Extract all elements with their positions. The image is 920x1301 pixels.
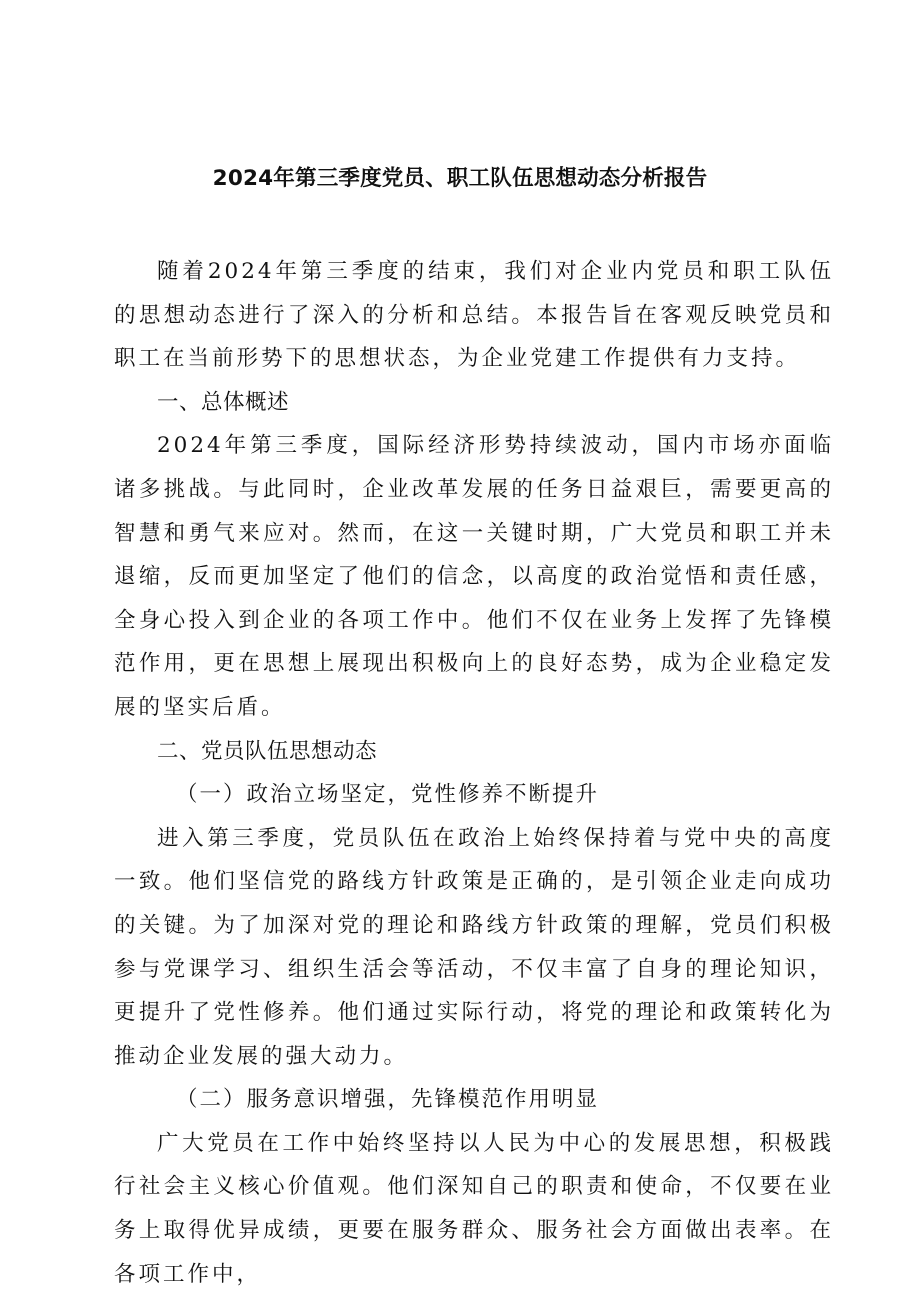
political-stance-paragraph: 进入第三季度，党员队伍在政治上始终保持着与党中央的高度一致。他们坚信党的路线方针政策是正确的，是引领企业走向成功的关键。为了加深对党的理论和路线方针政策的理解，党员们积极参与党课学习、组织生活会等活动，不仅丰富了自身的理论知识，更提升了党性修养。他们通过实际行动，将党的理论和政策转化为推动企业发展的强大动力。 (114, 825, 834, 1069)
section-heading-party-members: 二、党员队伍思想动态 (157, 738, 378, 764)
overview-paragraph: 2024年第三季度，国际经济形势持续波动，国内市场亦面临诸多挑战。与此同时，企业改革发展的任务日益艰巨，需要更高的智慧和勇气来应对。然而，在这一关键时期，广大党员和职工并未退缩，反而更加坚定了他们的信念，以高度的政治觉悟和责任感，全身心投入到企业的各项工作中。他们不仅在业务上发挥了先锋模范作用，更在思想上展现出积极向上的良好态势，成为企业稳定发展的坚实后盾。 (114, 433, 834, 720)
document-title: 2024年第三季度党员、职工队伍思想动态分析报告 (212, 166, 708, 191)
document-body (114, 250, 834, 1296)
section-heading-overview: 一、总体概述 (157, 389, 290, 415)
intro-paragraph: 随着2024年第三季度的结束，我们对企业内党员和职工队伍的思想动态进行了深入的分析和总结。本报告旨在客观反映党员和职工在当前形势下的思想状态，为企业党建工作提供有力支持。 (114, 259, 834, 372)
service-awareness-paragraph: 广大党员在工作中始终坚持以人民为中心的发展思想，积极践行社会主义核心价值观。他们深知自己的职责和使命，不仅要在业务上取得优异成绩，更要在服务群众、服务社会方面做出表率。在各项工作中， (114, 1130, 834, 1287)
subsection-heading-service-awareness: （二）服务意识增强，先锋模范作用明显 (176, 1087, 600, 1113)
subsection-heading-political-stance: （一）政治立场坚定，党性修养不断提升 (176, 782, 600, 808)
